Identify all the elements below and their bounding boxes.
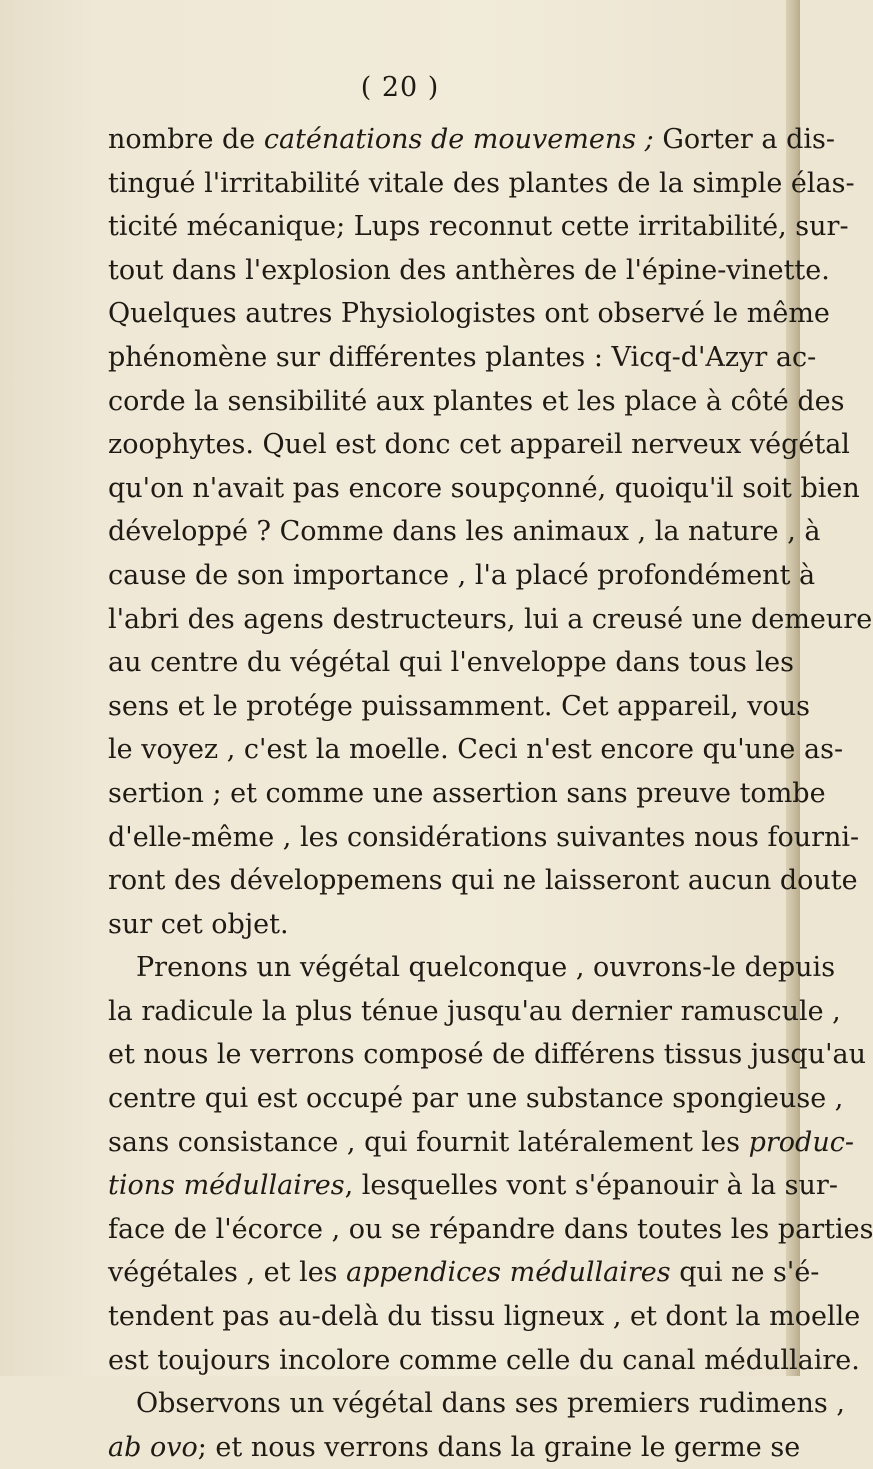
- italic-text: ab ovo: [108, 1431, 198, 1463]
- text-segment: ront des développemens qui ne laisseront aucun doute: [108, 865, 858, 897]
- text-line: [108, 510, 821, 554]
- text-line: [108, 946, 836, 990]
- text-line: [108, 1208, 873, 1252]
- text-line: [108, 1033, 867, 1077]
- text-line: [108, 423, 850, 467]
- text-segment: au centre du végétal qui l'enveloppe dans tous les: [108, 647, 794, 679]
- text-line: [108, 728, 844, 772]
- text-segment: végétales , et les: [108, 1257, 347, 1289]
- text-segment: Quelques autres Physiologistes ont observé le même: [108, 298, 830, 330]
- text-segment: phénomène sur différentes plantes : Vicq-d'Azyr ac-: [108, 341, 817, 373]
- text-line: [108, 336, 817, 380]
- text-segment: sur cet objet.: [108, 908, 289, 940]
- text-line: [108, 292, 830, 336]
- text-segment: centre qui est occupé par une substance spongieuse ,: [108, 1083, 844, 1115]
- text-line: [108, 1164, 838, 1208]
- text-line: [108, 554, 816, 598]
- text-segment: la radicule la plus ténue jusqu'au dernier ramuscule ,: [108, 995, 841, 1027]
- text-line: [108, 380, 845, 424]
- text-segment: ticité mécanique; Lups reconnut cette irritabilité, sur-: [108, 211, 849, 243]
- italic-text: tions médullaires: [108, 1170, 345, 1202]
- text-line: [108, 816, 860, 860]
- text-line: [108, 990, 841, 1034]
- text-line: [108, 685, 810, 729]
- italic-text: appendices médullaires: [346, 1257, 671, 1289]
- text-line: [108, 1295, 861, 1339]
- text-segment: qu'on n'avait pas encore soupçonné, quoiqu'il soit bien: [108, 472, 860, 504]
- italic-text: caténations de mouvemens ;: [263, 124, 654, 155]
- text-line: [108, 859, 858, 903]
- text-segment: qui ne s'é-: [670, 1257, 820, 1289]
- text-segment: tingué l'irritabilité vitale des plantes de la simple élas-: [108, 167, 855, 199]
- text-segment: sens et le protége puissamment. Cet appareil, vous: [108, 690, 810, 722]
- page-number: ( 20 ): [360, 72, 440, 103]
- text-body: [108, 118, 873, 1469]
- text-segment: et nous le verrons composé de différens tissus jusqu'au: [108, 1039, 867, 1071]
- text-segment: tout dans l'explosion des anthères de l'épine-vinette.: [108, 254, 830, 286]
- text-line: [108, 467, 860, 511]
- text-segment: ; et nous verrons dans la graine le germe se: [197, 1431, 801, 1463]
- text-segment: nombre de: [108, 124, 264, 155]
- text-line: [108, 598, 873, 642]
- text-segment: face de l'écorce , ou se répandre dans toutes les parties: [108, 1213, 873, 1245]
- text-line: [108, 1077, 844, 1121]
- text-segment: est toujours incolore comme celle du canal médullaire.: [108, 1344, 860, 1376]
- text-segment: cause de son importance , l'a placé profondément à: [108, 559, 816, 591]
- text-line: [108, 1382, 845, 1426]
- text-segment: sertion ; et comme une assertion sans preuve tombe: [108, 777, 826, 809]
- text-line: [108, 1251, 820, 1295]
- text-line: [108, 118, 835, 162]
- text-segment: l'abri des agens destructeurs, lui a creusé une demeure: [108, 603, 873, 635]
- text-line: [108, 903, 756, 947]
- italic-text: produc-: [748, 1126, 854, 1158]
- text-segment: Prenons un végétal quelconque , ouvrons-le depuis: [136, 952, 836, 984]
- text-line: [108, 205, 849, 249]
- text-line: [108, 1121, 854, 1165]
- text-segment: tendent pas au-delà du tissu ligneux , et dont la moelle: [108, 1301, 861, 1333]
- text-line: [108, 641, 794, 685]
- text-line: [108, 162, 855, 206]
- text-segment: d'elle-même , les considérations suivantes nous fourni-: [108, 821, 860, 853]
- text-segment: le voyez , c'est la moelle. Ceci n'est encore qu'une as-: [108, 734, 844, 766]
- text-segment: corde la sensibilité aux plantes et les place à côté des: [108, 385, 845, 417]
- text-line: [108, 772, 826, 816]
- text-segment: développé ? Comme dans les animaux , la nature , à: [108, 516, 821, 548]
- text-line: [108, 1426, 801, 1469]
- text-segment: Gorter a dis-: [653, 124, 835, 155]
- text-segment: zoophytes. Quel est donc cet appareil nerveux végétal: [108, 429, 850, 461]
- text-line: [108, 249, 830, 293]
- text-segment: sans consistance , qui fournit latéralement les: [108, 1126, 749, 1158]
- text-segment: , lesquelles vont s'épanouir à la sur-: [344, 1170, 838, 1202]
- text-segment: Observons un végétal dans ses premiers rudimens ,: [136, 1388, 845, 1420]
- text-line: [108, 1339, 860, 1383]
